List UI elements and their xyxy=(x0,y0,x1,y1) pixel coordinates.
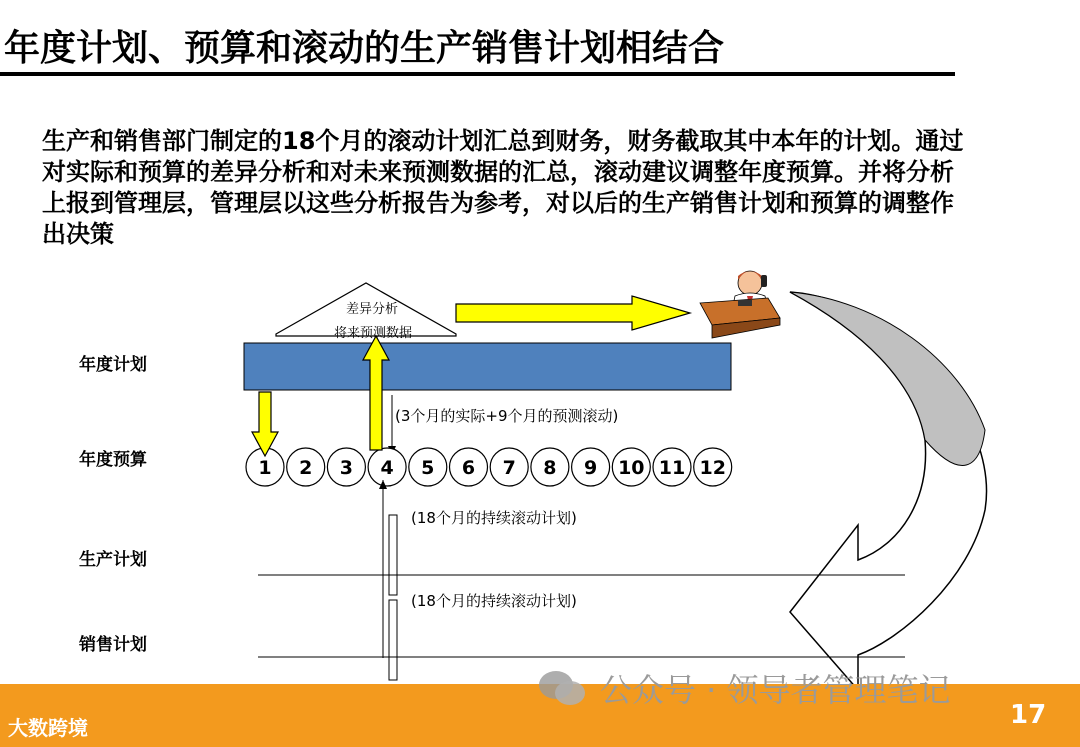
sales-rolling-bar xyxy=(389,600,397,680)
note-rolling-production: (18个月的持续滚动计划) xyxy=(411,509,577,527)
note-rolling-sales: (18个月的持续滚动计划) xyxy=(411,592,577,610)
month-label-9: 9 xyxy=(583,457,598,479)
month-label-11: 11 xyxy=(658,457,686,479)
annual-plan-bar xyxy=(244,343,731,390)
person-at-desk-on-phone-icon xyxy=(700,271,780,338)
month-label-8: 8 xyxy=(543,457,557,479)
intro-paragraph: 生产和销售部门制定的18个月的滚动计划汇总到财务，财务截取其中本年的计划。通过对实际和预算的差异分析和对未来预测数据的汇总，滚动建议调整年度预算。并将分析上报到管理层，管理层以这些分析报告为参考，对以后的生产销售计划和预算的调整作出决策 xyxy=(42,127,964,248)
month-label-5: 5 xyxy=(421,457,435,479)
label-annual-budget: 年度预算 xyxy=(79,450,147,470)
report-arrow xyxy=(456,296,690,330)
label-production-plan: 生产计划 xyxy=(79,550,147,570)
month-label-2: 2 xyxy=(299,457,313,479)
month-label-1: 1 xyxy=(258,457,272,479)
feedback-curve-shade xyxy=(790,292,985,465)
month-label-3: 3 xyxy=(339,457,354,479)
month-label-4: 4 xyxy=(380,457,394,479)
production-rolling-bar xyxy=(389,515,397,595)
budget-to-analysis-arrow xyxy=(363,336,389,450)
wechat-icon xyxy=(536,668,588,708)
brand-logo: 大数跨境 xyxy=(8,716,88,740)
watermark-text: 公众号 · 领导者管理笔记 xyxy=(600,671,951,709)
month-circles xyxy=(246,448,732,486)
page-title: 年度计划、预算和滚动的生产销售计划相结合 xyxy=(4,28,725,69)
plan-to-budget-arrow xyxy=(252,392,278,456)
triangle-label-forecast: 将来预测数据 xyxy=(334,326,413,341)
label-sales-plan: 销售计划 xyxy=(79,635,147,655)
page-number: 17 xyxy=(1010,700,1047,730)
triangle-label-variance: 差异分析 xyxy=(346,302,399,317)
note-rolling-budget: (3个月的实际+9个月的预测滚动) xyxy=(395,407,619,425)
label-annual-plan: 年度计划 xyxy=(79,355,147,375)
month-label-6: 6 xyxy=(461,457,476,479)
month-label-10: 10 xyxy=(618,457,645,479)
month-label-12: 12 xyxy=(699,457,726,479)
month-label-7: 7 xyxy=(502,457,516,479)
